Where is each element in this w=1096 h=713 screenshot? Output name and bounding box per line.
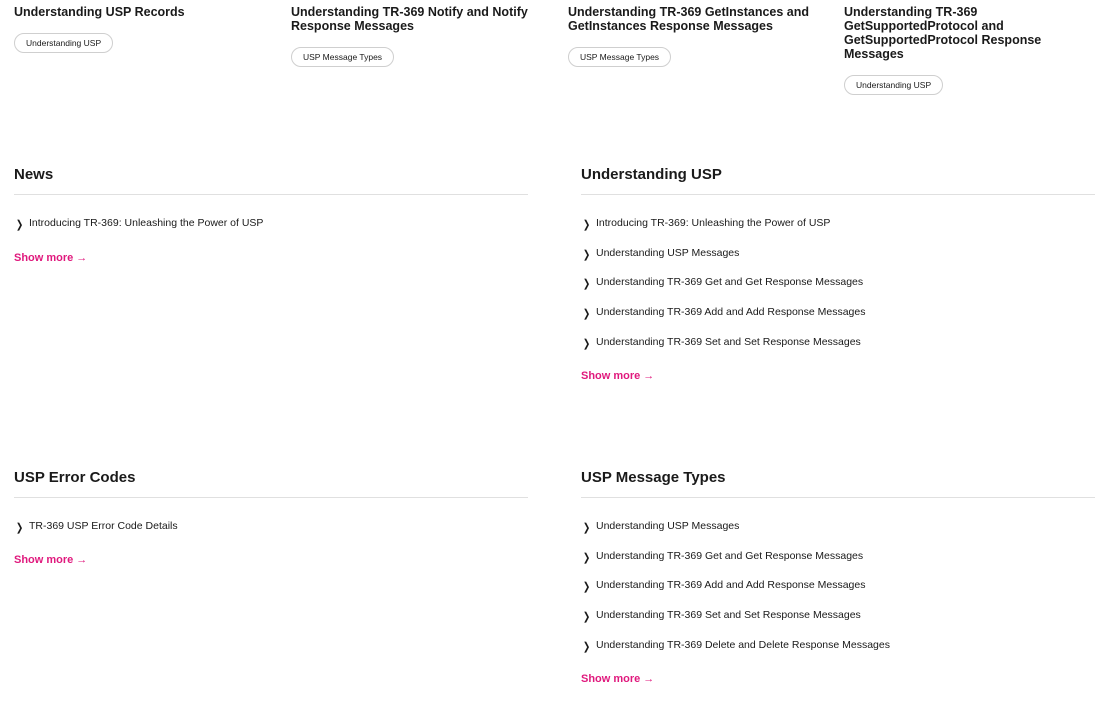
section-divider (14, 497, 528, 498)
article-list (581, 216, 1095, 364)
article-link[interactable]: ❯ Understanding TR-369 Delete and Delete Response Messages (582, 638, 890, 653)
usp-error-codes-section (14, 466, 528, 568)
article-card[interactable] (568, 5, 818, 67)
arrow-right-icon: → (76, 553, 88, 566)
article-tag[interactable]: Understanding USP (844, 75, 943, 95)
arrow-right-icon: → (643, 673, 655, 686)
chevron-right-icon: ❯ (582, 611, 591, 624)
article-card[interactable] (291, 5, 541, 67)
article-list (581, 519, 1095, 667)
chevron-right-icon: ❯ (582, 522, 591, 534)
article-link[interactable]: ❯ Understanding USP Messages (582, 246, 740, 261)
chevron-right-icon: ❯ (15, 219, 24, 231)
section-title: USP Message Types (581, 469, 726, 486)
article-tag[interactable]: USP Message Types (291, 47, 394, 67)
chevron-right-icon: ❯ (582, 278, 591, 291)
chevron-right-icon: ❯ (582, 248, 591, 261)
chevron-right-icon: ❯ (582, 551, 591, 564)
section-divider (581, 194, 1095, 195)
article-tag[interactable]: Understanding USP (14, 33, 113, 53)
article-card-title[interactable]: Understanding USP Records (14, 5, 185, 19)
section-divider (581, 497, 1095, 498)
chevron-right-icon: ❯ (582, 337, 591, 350)
article-link[interactable]: ❯ Introducing TR-369: Unleashing the Power of USP (15, 217, 264, 231)
show-more-link[interactable]: Show more → (14, 251, 88, 264)
article-list (14, 519, 528, 549)
article-link[interactable]: ❯ Understanding TR-369 Get and Get Response Messages (582, 276, 864, 291)
article-card-title[interactable]: Understanding TR-369 GetInstances and GetInstances Response Messages (568, 5, 810, 33)
article-link[interactable]: ❯ TR-369 USP Error Code Details (15, 520, 178, 534)
article-card-title[interactable]: Understanding TR-369 GetSupportedProtocol and GetSupportedProtocol Response Messages (844, 5, 1042, 61)
chevron-right-icon: ❯ (15, 522, 24, 534)
article-link[interactable]: ❯ Understanding TR-369 Set and Set Response Messages (582, 609, 861, 624)
article-link[interactable]: ❯ Understanding TR-369 Add and Add Response Messages (582, 579, 866, 594)
article-tag[interactable]: USP Message Types (568, 47, 671, 67)
news-section (14, 163, 528, 266)
show-more-link[interactable]: Show more → (581, 673, 655, 686)
section-divider (14, 194, 528, 195)
chevron-right-icon: ❯ (582, 581, 591, 594)
article-card-title[interactable]: Understanding TR-369 Notify and Notify Response Messages (291, 5, 528, 33)
arrow-right-icon: → (643, 370, 655, 383)
article-link[interactable]: ❯ Understanding USP Messages (582, 520, 740, 534)
article-list (14, 216, 528, 246)
article-link[interactable]: ❯ Introducing TR-369: Unleashing the Power of USP (582, 217, 831, 231)
article-link[interactable]: ❯ Understanding TR-369 Get and Get Response Messages (582, 549, 864, 564)
section-title: USP Error Codes (14, 469, 136, 486)
chevron-right-icon: ❯ (582, 219, 591, 231)
show-more-link[interactable]: Show more → (581, 370, 655, 383)
chevron-right-icon: ❯ (582, 640, 591, 653)
section-title: Understanding USP (581, 166, 722, 183)
understanding-usp-section (581, 163, 1095, 384)
section-title: News (14, 166, 54, 183)
article-card[interactable] (14, 5, 264, 53)
chevron-right-icon: ❯ (582, 308, 591, 321)
article-card[interactable] (844, 5, 1094, 95)
related-articles-row (14, 0, 1094, 110)
article-link[interactable]: ❯ Understanding TR-369 Set and Set Response Messages (582, 335, 861, 350)
arrow-right-icon: → (76, 251, 88, 264)
usp-message-types-section (581, 466, 1095, 687)
article-link[interactable]: ❯ Understanding TR-369 Add and Add Response Messages (582, 306, 866, 321)
show-more-link[interactable]: Show more → (14, 553, 88, 566)
